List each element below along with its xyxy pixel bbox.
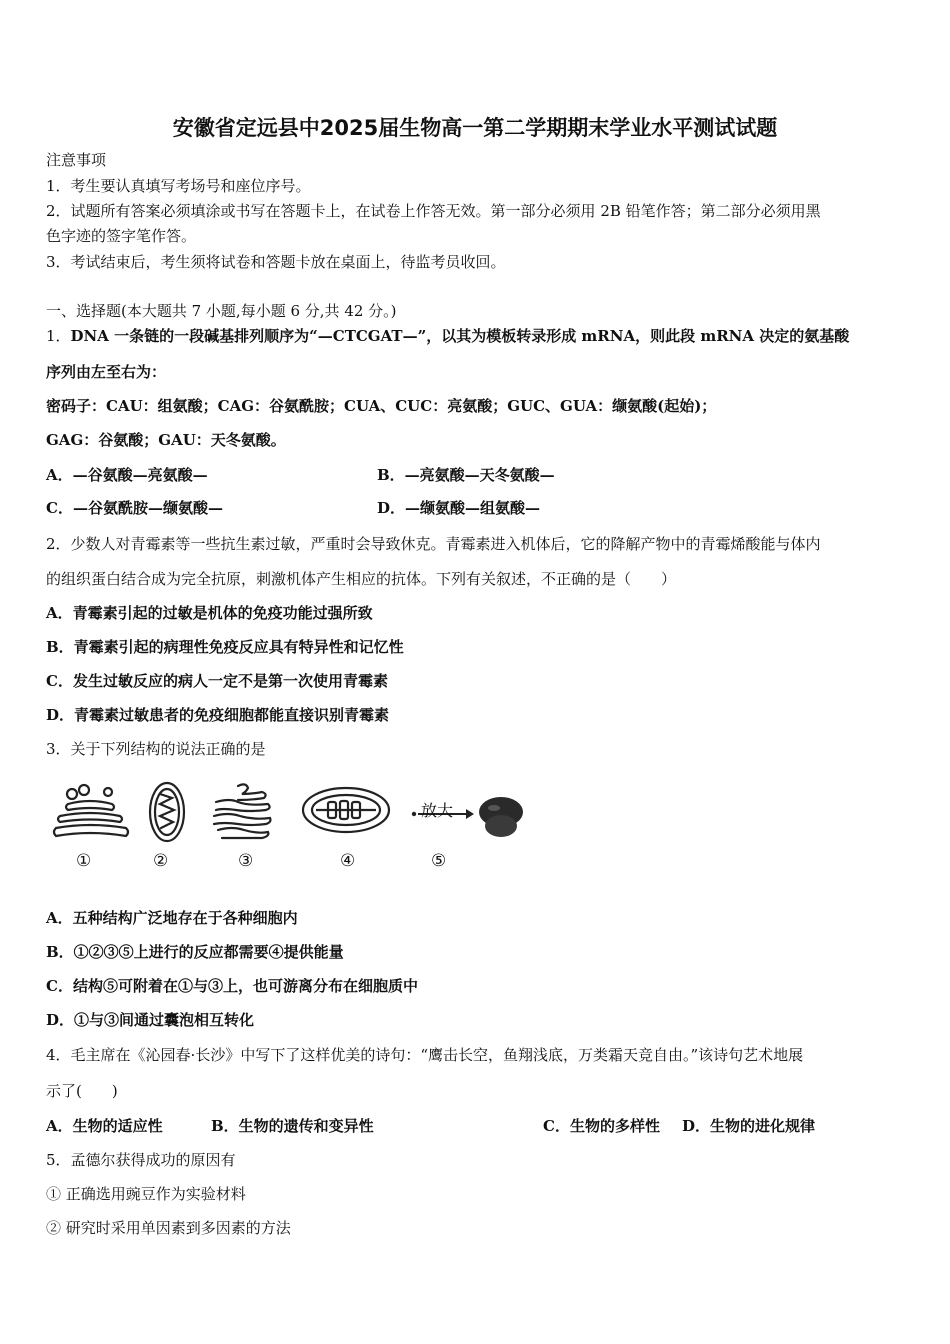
zoom-label: 放大 xyxy=(421,801,454,820)
mitochondrion-icon xyxy=(146,780,188,844)
q4-option-d: D．生物的进化规律 xyxy=(682,1117,816,1135)
q1-stem-line2: 序列由左至右为： xyxy=(46,363,167,381)
notice-item-1: 1．考生要认真填写考场号和座位序号。 xyxy=(46,177,311,195)
q5-stem xyxy=(46,1150,236,1170)
q5-item-2: ② 研究时采用单因素到多因素的方法 xyxy=(46,1219,291,1237)
q1-options-ab xyxy=(46,465,906,485)
q4-stem-text: 毛主席在《沁园春·长沙》中写下了这样优美的诗句：“鹰击长空，鱼翔浅底，万类霜天竞自由。”该诗句艺术地展 xyxy=(70,1046,804,1064)
notice-item-2: 2．试题所有答案必须填涂或书写在答题卡上，在试卷上作答无效。第一部分必须用 2B 铅笔作答；第二部分必须用黑 xyxy=(46,202,821,220)
q2-option-b: B．青霉素引起的病理性免疫反应具有特异性和记忆性 xyxy=(46,638,404,656)
q4-stem-line2: 示了( ) xyxy=(46,1082,118,1100)
notice-item-2-cont: 色字迹的签字笔作答。 xyxy=(46,227,197,245)
q3-option-d: D．①与③间通过囊泡相互转化 xyxy=(46,1011,255,1029)
ribosome-icon xyxy=(476,794,526,840)
notice-heading: 注意事项 xyxy=(46,151,107,169)
q3-option-b: B．①②③⑤上进行的反应都需要④提供能量 xyxy=(46,943,344,961)
q4-option-c: C．生物的多样性 xyxy=(543,1117,660,1135)
q1-option-d: D．—缬氨酸—组氨酸— xyxy=(377,499,541,517)
notice-item-3: 3．考试结束后，考生须将试卷和答题卡放在桌面上，待监考员收回。 xyxy=(46,253,506,271)
q2-stem-text: 少数人对青霉素等一些抗生素过敏，严重时会导致休克。青霉素进入机体后，它的降解产物中的青霉烯酸能与体内 xyxy=(70,535,821,553)
q1-option-a: A．—谷氨酸—亮氨酸— xyxy=(46,466,208,484)
q1-options-cd xyxy=(46,498,906,518)
q4-options xyxy=(46,1116,906,1136)
q2-option-a: A．青霉素引起的过敏是机体的免疫功能过强所致 xyxy=(46,604,373,622)
q2-stem-line2: 的组织蛋白结合成为完全抗原，刺激机体产生相应的抗体。下列有关叙述，不正确的是（ ） xyxy=(46,570,677,588)
q4-number: 4． xyxy=(46,1046,71,1064)
q1-number: 1． xyxy=(46,327,71,345)
q1-option-b: B．—亮氨酸—天冬氨酸— xyxy=(377,466,555,484)
figure-label-4: ④ xyxy=(340,851,356,871)
q5-number: 5． xyxy=(46,1151,71,1169)
q3-option-a: A．五种结构广泛地存在于各种细胞内 xyxy=(46,909,298,927)
exam-title: 安徽省定远县中2025届生物高一第二学期期末学业水平测试试题 xyxy=(172,116,778,140)
chloroplast-icon xyxy=(300,780,392,836)
q2-stem-line1 xyxy=(46,534,821,554)
q3-stem xyxy=(46,739,266,759)
section-heading: 一、选择题(本大题共 7 小题,每小题 6 分,共 42 分。) xyxy=(46,302,397,320)
q3-number: 3． xyxy=(46,740,71,758)
q1-codon-line2: GAG：谷氨酸；GAU：天冬氨酸。 xyxy=(46,431,286,449)
q1-stem-text: DNA 一条链的一段碱基排列顺序为“—CTCGAT—”，以其为模板转录形成 mRNA，则此段 mRNA 决定的氨基酸 xyxy=(70,327,850,345)
q2-number: 2． xyxy=(46,535,71,553)
q5-item-1: ① 正确选用豌豆作为实验材料 xyxy=(46,1185,246,1203)
q3-option-c: C．结构⑤可附着在①与③上，也可游离分布在细胞质中 xyxy=(46,977,418,995)
endoplasmic-reticulum-icon xyxy=(208,780,272,840)
q3-stem-text: 关于下列结构的说法正确的是 xyxy=(70,740,266,758)
q2-option-c: C．发生过敏反应的病人一定不是第一次使用青霉素 xyxy=(46,672,388,690)
figure-label-3: ③ xyxy=(238,851,254,871)
q4-stem-line1 xyxy=(46,1045,803,1065)
q4-option-a: A．生物的适应性 xyxy=(46,1117,163,1135)
figure-label-1: ① xyxy=(76,851,92,871)
q1-codon-line1: 密码子：CAU：组氨酸；CAG：谷氨酰胺；CUA、CUC：亮氨酸；GUC、GUA：缬氨酸(起始)； xyxy=(46,397,717,415)
golgi-apparatus-icon xyxy=(50,780,130,842)
q2-option-d: D．青霉素过敏患者的免疫细胞都能直接识别青霉素 xyxy=(46,706,390,724)
q5-stem-text: 孟德尔获得成功的原因有 xyxy=(70,1151,236,1169)
figure-label-2: ② xyxy=(153,851,169,871)
q1-option-c: C．—谷氨酰胺—缬氨酸— xyxy=(46,499,223,517)
q4-option-b: B．生物的遗传和变异性 xyxy=(211,1117,374,1135)
q1-stem-line1 xyxy=(46,326,849,346)
figure-label-5: ⑤ xyxy=(431,851,447,871)
